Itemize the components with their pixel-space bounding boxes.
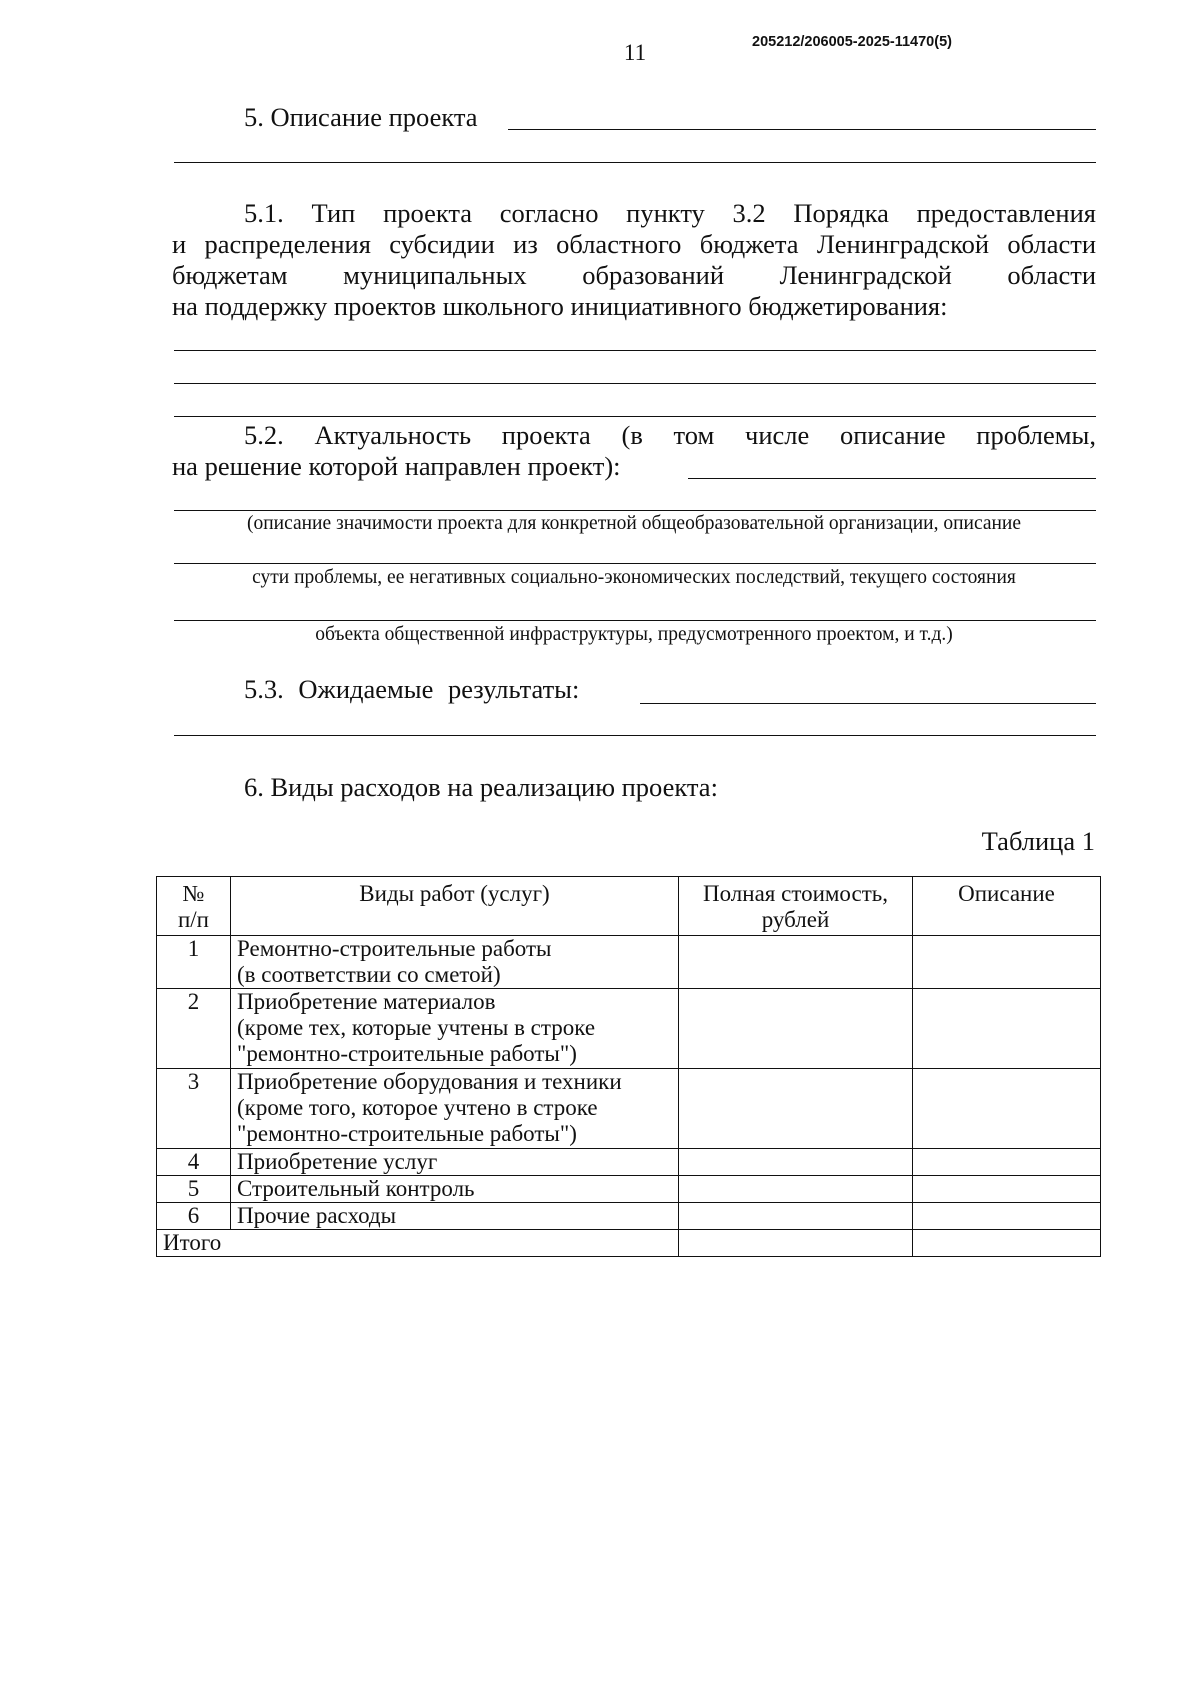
row-work-type: Приобретение оборудования и техники (кроме того, которое учтено в строке "ремонтно-строительные работы") bbox=[231, 1069, 679, 1149]
table-total-row bbox=[157, 1230, 1101, 1257]
table-row bbox=[157, 1176, 1101, 1203]
document-id: 205212/206005-2025-11470(5) bbox=[752, 34, 952, 50]
fill-line bbox=[174, 563, 1096, 564]
section-5-1-line-3: бюджетам муниципальных образований Ленинградской области bbox=[172, 260, 1096, 290]
fill-line bbox=[174, 735, 1096, 736]
section-6-title: 6. Виды расходов на реализацию проекта: bbox=[244, 772, 718, 802]
fill-line bbox=[174, 416, 1096, 417]
fill-line bbox=[174, 350, 1096, 351]
fill-line bbox=[688, 478, 1096, 479]
fill-line bbox=[174, 383, 1096, 384]
row-number: 4 bbox=[157, 1149, 231, 1176]
row-work-type: Прочие расходы bbox=[231, 1203, 679, 1230]
total-description-cell[interactable] bbox=[913, 1230, 1101, 1257]
section-5-2-line-1: 5.2. Актуальность проекта (в том числе описание проблемы, bbox=[244, 420, 1096, 450]
row-cost-cell[interactable] bbox=[679, 989, 913, 1069]
row-number: 6 bbox=[157, 1203, 231, 1230]
table-row bbox=[157, 936, 1101, 989]
row-cost-cell[interactable] bbox=[679, 1069, 913, 1149]
row-number: 2 bbox=[157, 989, 231, 1069]
fill-line bbox=[508, 129, 1096, 130]
row-work-type: Приобретение услуг bbox=[231, 1149, 679, 1176]
row-cost-cell[interactable] bbox=[679, 1176, 913, 1203]
total-cost-cell[interactable] bbox=[679, 1230, 913, 1257]
row-work-type: Строительный контроль bbox=[231, 1176, 679, 1203]
expenses-table bbox=[156, 876, 1101, 1257]
section-5-1-line-4: на поддержку проектов школьного инициативного бюджетирования: bbox=[172, 291, 948, 321]
row-number: 3 bbox=[157, 1069, 231, 1149]
row-description-cell[interactable] bbox=[913, 1149, 1101, 1176]
row-work-type: Ремонтно-строительные работы (в соответствии со сметой) bbox=[231, 936, 679, 989]
row-number: 1 bbox=[157, 936, 231, 989]
table-row bbox=[157, 1069, 1101, 1149]
header-full-cost: Полная стоимость, рублей bbox=[679, 877, 913, 936]
fill-line bbox=[640, 703, 1096, 704]
fill-line bbox=[174, 162, 1096, 163]
row-description-cell[interactable] bbox=[913, 1176, 1101, 1203]
table-header-row bbox=[157, 877, 1101, 936]
row-description-cell[interactable] bbox=[913, 989, 1101, 1069]
section-5-1-line-2: и распределения субсидии из областного бюджета Ленинградской области bbox=[172, 229, 1096, 259]
row-work-type: Приобретение материалов (кроме тех, которые учтены в строке "ремонтно-строительные работы") bbox=[231, 989, 679, 1069]
section-5-2-line-2: на решение которой направлен проект): bbox=[172, 451, 621, 481]
header-number: № п/п bbox=[157, 877, 231, 936]
section-5-2-note-3: объекта общественной инфраструктуры, предусмотренного проектом, и т.д.) bbox=[315, 624, 953, 645]
table-row bbox=[157, 1149, 1101, 1176]
section-5-2-note-2: сути проблемы, ее негативных социально-экономических последствий, текущего состояния bbox=[252, 567, 1016, 588]
section-5-2-note-1: (описание значимости проекта для конкретной общеобразовательной организации, описание bbox=[246, 513, 1022, 534]
row-cost-cell[interactable] bbox=[679, 1149, 913, 1176]
row-description-cell[interactable] bbox=[913, 1069, 1101, 1149]
total-label: Итого bbox=[157, 1230, 679, 1257]
row-description-cell[interactable] bbox=[913, 936, 1101, 989]
table-row bbox=[157, 989, 1101, 1069]
row-number: 5 bbox=[157, 1176, 231, 1203]
header-description: Описание bbox=[913, 877, 1101, 936]
section-5-title: 5. Описание проекта bbox=[244, 102, 478, 132]
row-cost-cell[interactable] bbox=[679, 1203, 913, 1230]
row-description-cell[interactable] bbox=[913, 1203, 1101, 1230]
section-5-1-line-1: 5.1. Тип проекта согласно пункту 3.2 Порядка предоставления bbox=[244, 198, 1096, 228]
fill-line bbox=[174, 620, 1096, 621]
table-caption: Таблица 1 bbox=[981, 826, 1095, 856]
header-work-type: Виды работ (услуг) bbox=[231, 877, 679, 936]
fill-line bbox=[174, 510, 1096, 511]
table-row bbox=[157, 1203, 1101, 1230]
section-5-3-title: 5.3. Ожидаемые результаты: bbox=[244, 674, 580, 704]
page-number: 11 bbox=[623, 40, 647, 65]
row-cost-cell[interactable] bbox=[679, 936, 913, 989]
